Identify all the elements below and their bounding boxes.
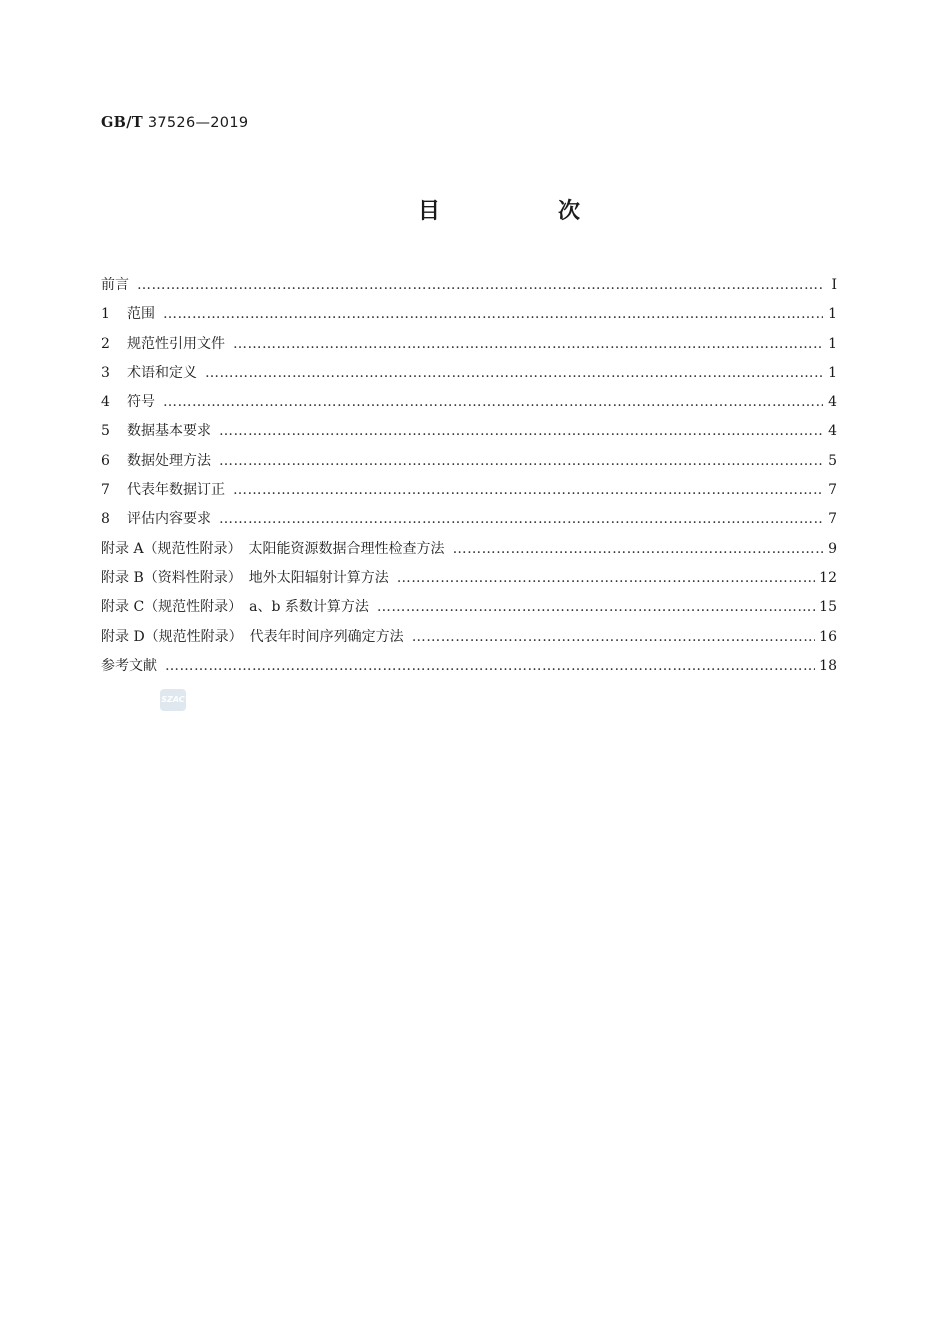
toc-leader-dots: [205, 365, 823, 381]
toc-leader-dots: [412, 629, 815, 645]
toc-leader-dots: [163, 306, 823, 322]
standard-number: [101, 114, 248, 131]
toc-leader-dots: [219, 511, 823, 527]
toc-leader-dots: [397, 570, 815, 586]
toc-entry-number: 2: [101, 335, 110, 352]
toc-entry[interactable]: [101, 508, 837, 537]
table-of-contents: [101, 274, 837, 684]
toc-entry[interactable]: [101, 362, 837, 391]
toc-leader-dots: [233, 482, 823, 498]
toc-entry-page: 16: [819, 628, 837, 645]
toc-entry-label: 数据基本要求: [127, 423, 211, 440]
toc-entry-label: 符号: [127, 394, 155, 411]
toc-entry-label: 参考文献: [101, 657, 157, 674]
toc-entry-number: 5: [101, 423, 110, 440]
toc-entry-page: 1: [828, 306, 837, 323]
toc-entry-page: Ⅰ: [831, 277, 837, 293]
toc-entry-page: 5: [828, 452, 837, 469]
toc-entry-label: 附录 A（规范性附录） 太阳能资源数据合理性检查方法: [101, 540, 445, 557]
toc-entry-number: 8: [101, 511, 110, 528]
toc-entry-page: 7: [828, 511, 837, 528]
toc-entry-label: 附录 C（规范性附录） a、b 系数计算方法: [101, 599, 369, 616]
toc-entry-page: 4: [828, 394, 837, 411]
toc-entry-number: 3: [101, 364, 110, 381]
toc-entry[interactable]: [101, 450, 837, 479]
toc-leader-dots: [219, 453, 823, 469]
toc-entry[interactable]: [101, 538, 837, 567]
watermark-stamp: SZAC: [160, 689, 186, 711]
toc-entry-label: 规范性引用文件: [127, 335, 225, 352]
toc-entry-page: 18: [819, 657, 837, 674]
toc-entry[interactable]: [101, 479, 837, 508]
toc-leader-dots: [453, 541, 823, 557]
toc-entry[interactable]: [101, 655, 837, 684]
toc-entry-number: 6: [101, 452, 110, 469]
toc-entry-label: 代表年数据订正: [127, 482, 225, 499]
toc-entry-page: 7: [828, 482, 837, 499]
toc-entry-label: 术语和定义: [127, 364, 197, 381]
toc-leader-dots: [137, 277, 823, 293]
toc-entry-page: 15: [819, 599, 837, 616]
toc-entry-page: 1: [828, 335, 837, 352]
toc-entry[interactable]: [101, 303, 837, 332]
toc-entry[interactable]: [101, 420, 837, 449]
standard-prefix: GB/T: [101, 114, 143, 131]
toc-entry-label: 附录 D（规范性附录） 代表年时间序列确定方法: [101, 628, 404, 645]
toc-entry[interactable]: [101, 626, 837, 655]
toc-entry-label: 前言: [101, 277, 129, 293]
toc-entry-number: 1: [101, 306, 110, 323]
toc-leader-dots: [219, 423, 823, 439]
toc-entry[interactable]: [101, 391, 837, 420]
toc-entry-label: 评估内容要求: [127, 511, 211, 528]
toc-entry-label: 附录 B（资料性附录） 地外太阳辐射计算方法: [101, 569, 389, 586]
toc-entry-label: 数据处理方法: [127, 452, 211, 469]
page-title: 目 次: [417, 199, 628, 224]
toc-entry[interactable]: [101, 274, 837, 303]
toc-entry-page: 1: [828, 364, 837, 381]
toc-entry[interactable]: [101, 596, 837, 625]
toc-entry[interactable]: [101, 567, 837, 596]
toc-leader-dots: [165, 658, 815, 674]
standard-code: 37526—2019: [147, 115, 249, 131]
toc-entry-page: 12: [819, 569, 837, 586]
toc-leader-dots: [163, 394, 823, 410]
toc-leader-dots: [233, 336, 823, 352]
toc-entry-page: 4: [828, 423, 837, 440]
toc-leader-dots: [377, 599, 815, 615]
toc-entry-number: 4: [101, 394, 110, 411]
toc-entry-number: 7: [101, 482, 110, 499]
toc-entry-page: 9: [828, 540, 837, 557]
toc-entry[interactable]: [101, 333, 837, 362]
toc-entry-label: 范围: [127, 306, 155, 323]
